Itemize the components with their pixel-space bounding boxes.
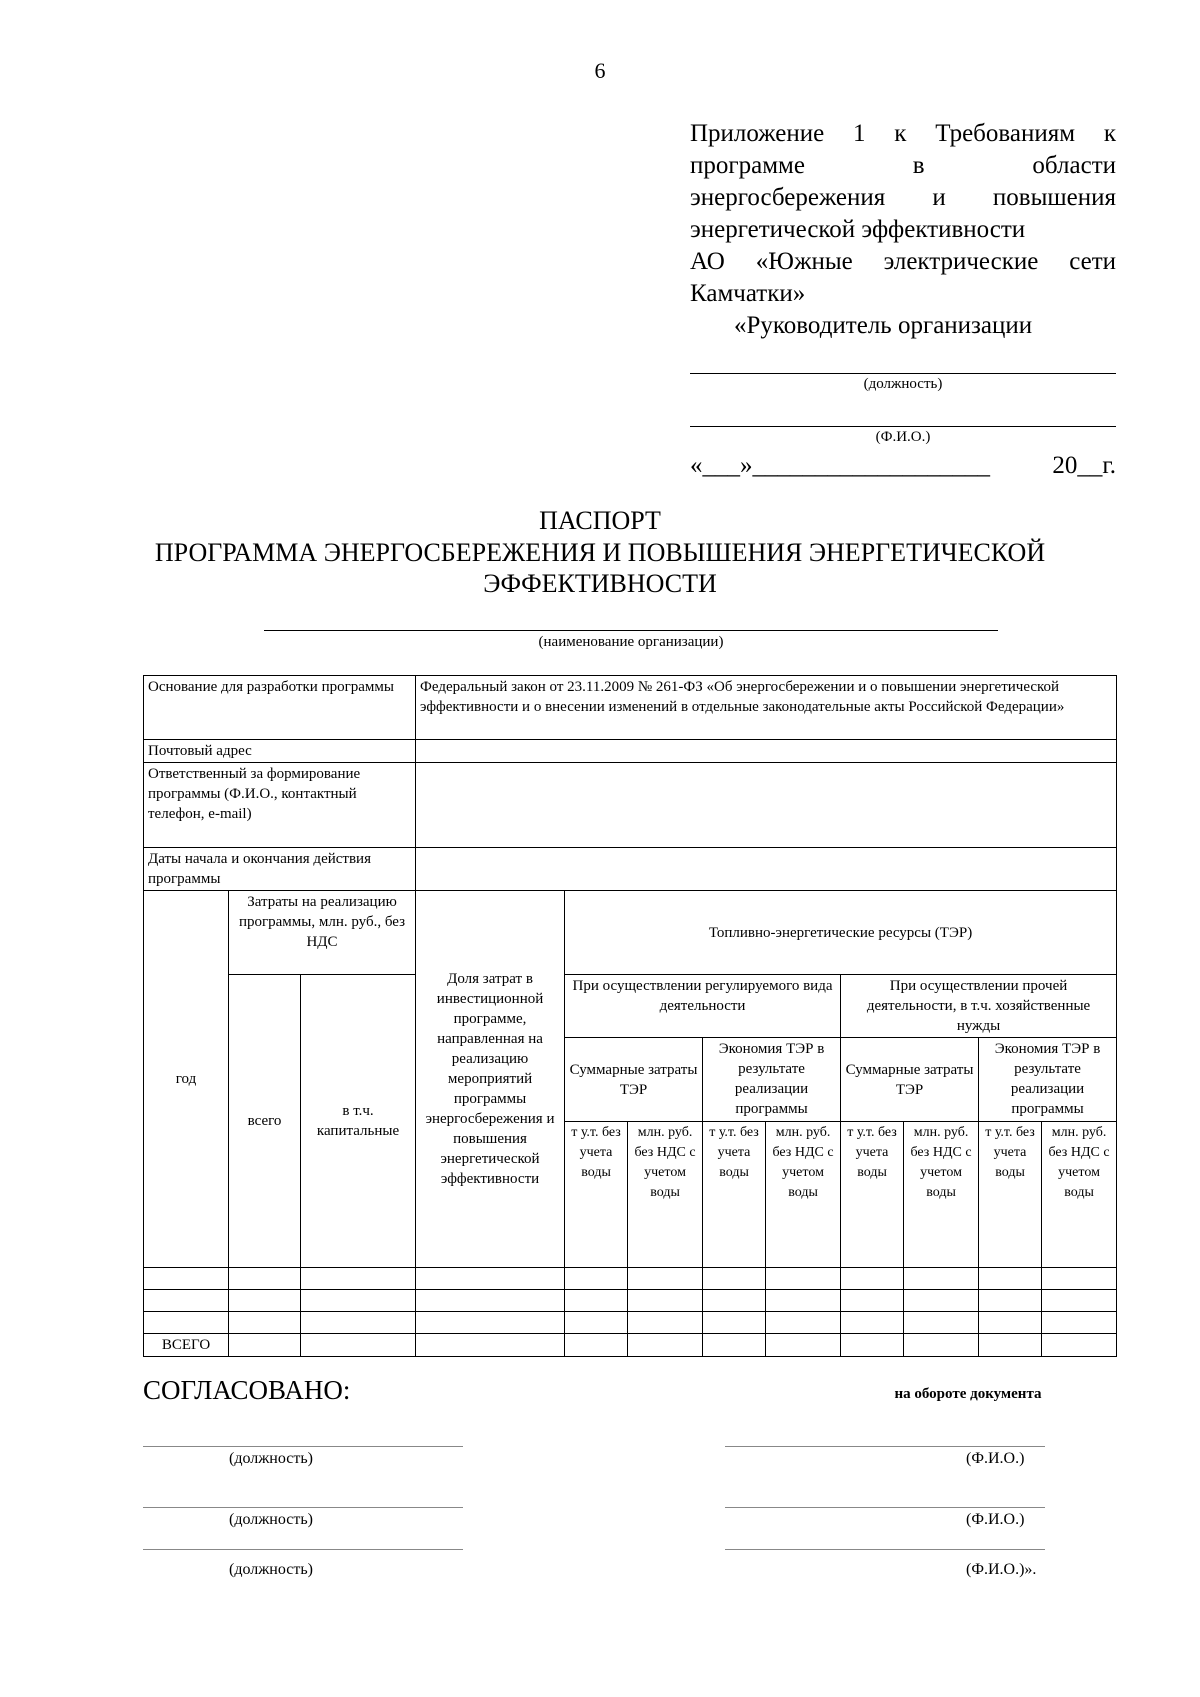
signature-line-fio	[725, 1446, 1045, 1447]
unit-tut-header: т у.т. без учета воды	[979, 1122, 1042, 1268]
cell[interactable]	[904, 1312, 979, 1334]
fio-caption-last: (Ф.И.О.)».	[966, 1561, 1037, 1578]
cell[interactable]	[1042, 1268, 1117, 1290]
capital-header: в т.ч. капитальные	[301, 975, 416, 1268]
table-row	[144, 763, 1117, 848]
fio-caption: (Ф.И.О.)	[875, 429, 931, 445]
cell[interactable]	[904, 1268, 979, 1290]
cell[interactable]	[766, 1334, 841, 1357]
cell[interactable]	[565, 1334, 628, 1357]
title-passport: ПАСПОРТ	[539, 506, 661, 535]
regulated-sum-costs-header: Суммарные затраты ТЭР	[565, 1038, 703, 1122]
cell[interactable]	[565, 1290, 628, 1312]
fio-line	[690, 426, 1116, 427]
unit-tut-header: т у.т. без учета воды	[565, 1122, 628, 1268]
table-row	[144, 740, 1117, 763]
other-sum-costs-header: Суммарные затраты ТЭР	[841, 1038, 979, 1122]
cell[interactable]	[628, 1334, 703, 1357]
cell[interactable]	[416, 1290, 565, 1312]
appendix-line: энергетической эффективности	[690, 216, 1026, 243]
org-name-line	[264, 630, 998, 631]
cell[interactable]	[628, 1290, 703, 1312]
cell[interactable]	[703, 1334, 766, 1357]
responsible-label: Ответственный за формирование программы (Ф.И.О., контактный телефон, e-mail)	[144, 763, 416, 848]
signature-line-position	[143, 1446, 463, 1447]
cell[interactable]	[229, 1312, 301, 1334]
cell[interactable]	[229, 1290, 301, 1312]
position-caption: (должность)	[229, 1511, 313, 1528]
date-line	[690, 452, 1116, 480]
unit-tut-header: т у.т. без учета воды	[841, 1122, 904, 1268]
cell[interactable]	[703, 1312, 766, 1334]
cell[interactable]	[229, 1268, 301, 1290]
address-label: Почтовый адрес	[144, 740, 416, 763]
position-caption: (должность)	[229, 1450, 313, 1467]
date-year: 20__г.	[1052, 452, 1116, 479]
cell[interactable]	[229, 1334, 301, 1357]
total-row	[144, 1334, 1117, 1357]
ter-header: Топливно-энергетические ресурсы (ТЭР)	[565, 891, 1117, 975]
other-savings-header: Экономия ТЭР в результате реализации программы	[979, 1038, 1117, 1122]
cell[interactable]	[416, 1268, 565, 1290]
regulated-header: При осуществлении регулируемого вида деятельности	[565, 975, 841, 1038]
cell[interactable]	[301, 1312, 416, 1334]
cell[interactable]	[766, 1290, 841, 1312]
unit-mln-header: млн. руб. без НДС с учетом воды	[766, 1122, 841, 1268]
position-line	[690, 373, 1116, 374]
title-program-end: ЭФФЕКТИВНОСТИ	[483, 569, 717, 598]
passport-table	[143, 675, 1117, 1357]
cell[interactable]	[416, 1334, 565, 1357]
cell[interactable]	[416, 1312, 565, 1334]
total-header: всего	[229, 975, 301, 1268]
cell[interactable]	[841, 1312, 904, 1334]
share-header: Доля затрат в инвестиционной программе, направленная на реализацию мероприятий программы энергосбережения и повышения энергетической эффективности	[416, 891, 565, 1268]
fio-caption: (Ф.И.О.)	[966, 1450, 1025, 1467]
cell[interactable]	[628, 1268, 703, 1290]
signature-line-position	[143, 1549, 463, 1550]
position-caption: (должность)	[229, 1561, 313, 1578]
cell[interactable]	[565, 1268, 628, 1290]
appendix-line: Камчатки»	[690, 280, 806, 307]
cell[interactable]	[144, 1312, 229, 1334]
address-value[interactable]	[416, 740, 1117, 763]
cell[interactable]	[1042, 1290, 1117, 1312]
data-row	[144, 1290, 1117, 1312]
cell[interactable]	[979, 1334, 1042, 1357]
cell[interactable]	[979, 1312, 1042, 1334]
cell[interactable]	[301, 1268, 416, 1290]
cell[interactable]	[841, 1290, 904, 1312]
cell[interactable]	[144, 1268, 229, 1290]
signature-line-fio	[725, 1507, 1045, 1508]
approval-label: СОГЛАСОВАНО:	[143, 1375, 351, 1405]
cell[interactable]	[1042, 1312, 1117, 1334]
table-row	[144, 676, 1117, 740]
cell[interactable]	[301, 1334, 416, 1357]
basis-value: Федеральный закон от 23.11.2009 № 261-ФЗ «Об энергосбережении и о повышении энергетической эффективности и о внесении изменений в отдельные законодательные акты Российской Федерации»	[416, 676, 1117, 740]
cell[interactable]	[301, 1290, 416, 1312]
cell[interactable]	[1042, 1334, 1117, 1357]
basis-label: Основание для разработки программы	[144, 676, 416, 740]
cell[interactable]	[766, 1312, 841, 1334]
appendix-line: энергосбережения и повышения	[690, 184, 1116, 211]
dates-label: Даты начала и окончания действия программы	[144, 848, 416, 891]
signature-line-fio	[725, 1549, 1045, 1550]
cell[interactable]	[703, 1268, 766, 1290]
header-row	[144, 975, 1117, 1038]
page-number: 6	[594, 58, 606, 83]
cell[interactable]	[841, 1334, 904, 1357]
reverse-note: на обороте документа	[894, 1386, 1042, 1402]
appendix-line: Приложение 1 к Требованиям к	[690, 120, 1116, 147]
costs-header: Затраты на реализацию программы, млн. руб., без НДС	[229, 891, 416, 975]
fio-caption: (Ф.И.О.)	[966, 1511, 1025, 1528]
cell[interactable]	[628, 1312, 703, 1334]
title-program: ПРОГРАММА ЭНЕРГОСБЕРЕЖЕНИЯ И ПОВЫШЕНИЯ ЭНЕРГЕТИЧЕСКОЙ	[154, 538, 1046, 567]
header-row	[144, 891, 1117, 975]
unit-mln-header: млн. руб. без НДС с учетом воды	[1042, 1122, 1117, 1268]
unit-mln-header: млн. руб. без НДС с учетом воды	[628, 1122, 703, 1268]
unit-mln-header: млн. руб. без НДС с учетом воды	[904, 1122, 979, 1268]
org-caption: (наименование организации)	[538, 634, 724, 650]
data-row	[144, 1312, 1117, 1334]
appendix-line: АО «Южные электрические сети	[690, 248, 1116, 275]
appendix-block	[690, 118, 1116, 342]
position-caption: (должность)	[863, 376, 943, 392]
responsible-value[interactable]	[416, 763, 1117, 848]
date-day-month: «___»___________________	[690, 452, 990, 479]
regulated-savings-header: Экономия ТЭР в результате реализации программы	[703, 1038, 841, 1122]
signature-line-position	[143, 1507, 463, 1508]
table-row	[144, 848, 1117, 891]
cell[interactable]	[565, 1312, 628, 1334]
cell[interactable]	[144, 1290, 229, 1312]
year-header: год	[144, 891, 229, 1268]
total-label: ВСЕГО	[144, 1334, 229, 1357]
cell[interactable]	[841, 1268, 904, 1290]
cell[interactable]	[979, 1268, 1042, 1290]
cell[interactable]	[703, 1290, 766, 1312]
appendix-line: программе в области	[690, 152, 1116, 179]
other-header: При осуществлении прочей деятельности, в т.ч. хозяйственные нужды	[841, 975, 1117, 1038]
dates-value[interactable]	[416, 848, 1117, 891]
cell[interactable]	[979, 1290, 1042, 1312]
cell[interactable]	[904, 1334, 979, 1357]
head-label: «Руководитель организации	[734, 312, 1033, 339]
cell[interactable]	[904, 1290, 979, 1312]
data-row	[144, 1268, 1117, 1290]
unit-tut-header: т у.т. без учета воды	[703, 1122, 766, 1268]
cell[interactable]	[766, 1268, 841, 1290]
